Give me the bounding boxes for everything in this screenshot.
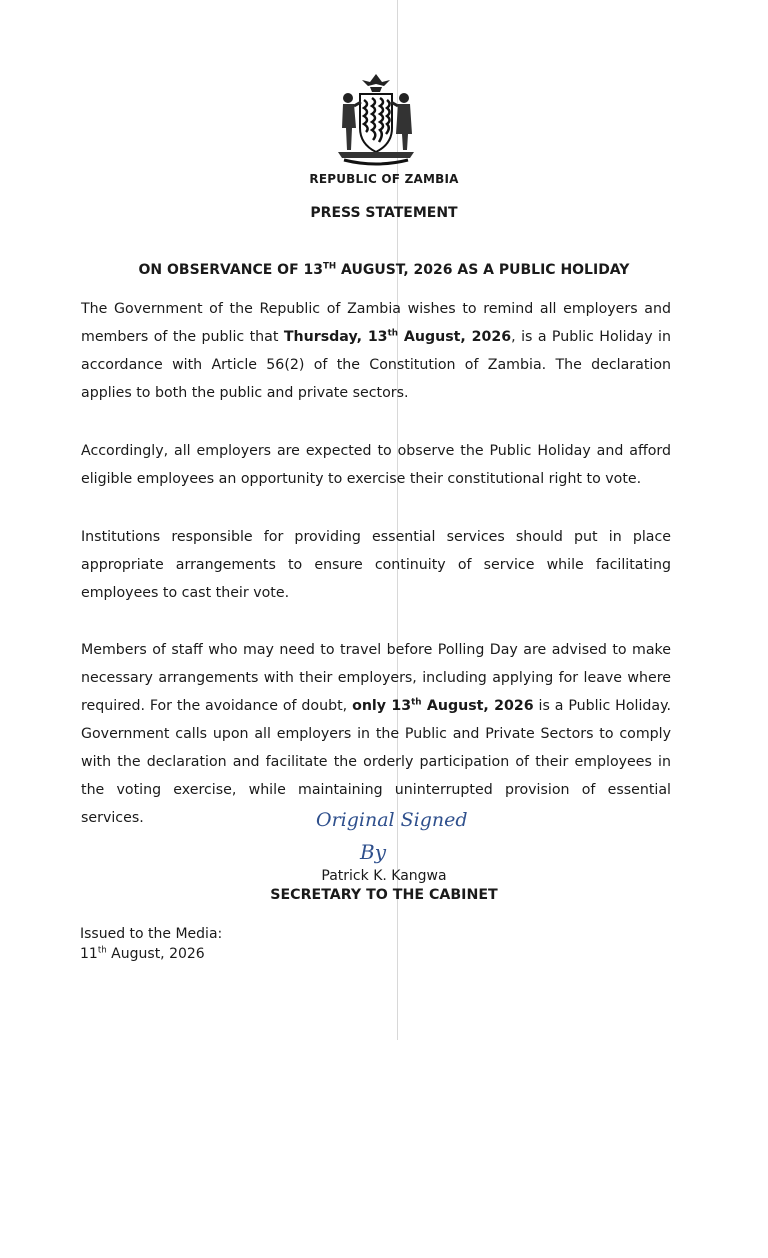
paragraph-employer-obligation: Accordingly, all employers are expected to observe the Public Holiday and afford eligible employees an opportunity to exercise their constitutional right to vote. [81, 443, 671, 487]
statement-headline: ON OBSERVANCE OF 13TH AUGUST, 2026 AS A PUBLIC HOLIDAY [138, 261, 630, 278]
issued-date: 11th August, 2026 [80, 945, 205, 962]
issue-info [80, 924, 222, 964]
paragraph-staff-travel: Members of staff who may need to travel before Polling Day are advised to make necessary arrangements with their employers, including applying for leave where required. For the avoidance of doubt, only 13th August, 2026 is a Public Holiday. Government calls upon all employers in the Public and Private Sectors to comply with the declaration and facilitate the orderly participation of their employees in the voting exercise, while maintaining uninterrupted provision of essential services. [81, 642, 671, 826]
signatory-title: SECRETARY TO THE CABINET [270, 887, 498, 903]
paragraph-essential-services: Institutions responsible for providing essential services should put in place appropriate arrangements to ensure continuity of service while facilitating employees to cast their vote. [81, 529, 671, 601]
republic-heading: REPUBLIC OF ZAMBIA [309, 172, 459, 186]
signature-by: By [360, 840, 386, 864]
signature-original-signed: Original Signed [316, 809, 468, 831]
issued-label: Issued to the Media: [80, 926, 223, 942]
document-type-heading: PRESS STATEMENT [310, 205, 458, 221]
signatory-name: Patrick K. Kangwa [321, 868, 447, 884]
coat-of-arms-emblem [326, 72, 426, 170]
paragraph-holiday-notice: The Government of the Republic of Zambia wishes to remind all employers and members of the public that Thursday, 13th August, 2026, is a Public Holiday in accordance with Article 56(2) of the Constitution of Zambia. The declaration applies to both the public and private sectors. [81, 301, 671, 401]
